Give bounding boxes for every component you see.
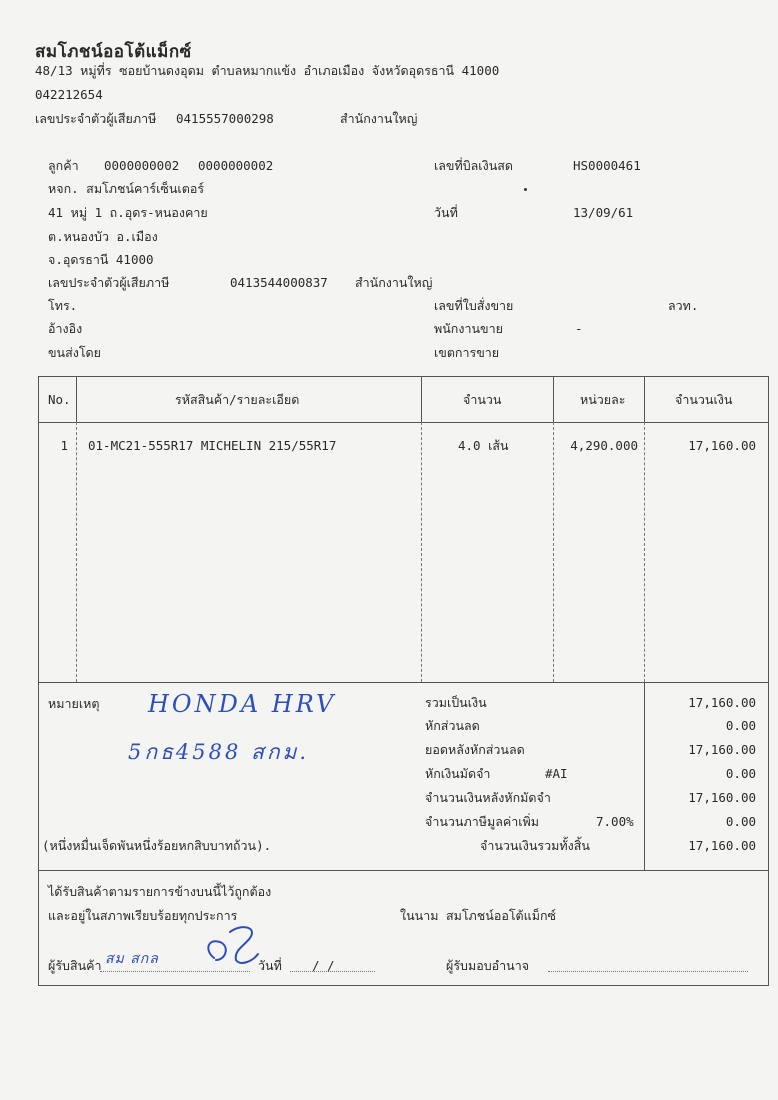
customer-address-1: 41 หมู่ 1 ถ.อุดร-หนองคาย <box>48 205 208 220</box>
subtotal-value: 17,160.00 <box>688 695 756 710</box>
receipt-confirmation-1: ได้รับสินค้าตามรายการข้างบนนี้ไว้ถูกต้อง <box>48 884 272 899</box>
grand-total-label: จำนวนเงินรวมทั้งสิ้น <box>480 838 590 853</box>
customer-phone-label: โทร. <box>48 298 78 313</box>
authorized-sign-line <box>548 971 748 972</box>
header-description: รหัสสินค้า/รายละเอียด <box>175 392 300 407</box>
footer-date-blank: / / <box>312 958 335 973</box>
col-line-no <box>76 376 77 422</box>
row-1-description: 01-MC21-555R17 MICHELIN 215/55R17 <box>88 438 337 453</box>
company-tax-label: เลขประจำตัวผู้เสียภาษี <box>35 111 157 126</box>
discount-label: หักส่วนลด <box>425 718 480 733</box>
col-dash-qty <box>553 422 554 682</box>
receiver-sign-line <box>100 971 250 972</box>
col-dash-unit <box>644 422 645 682</box>
totals-bottom-divider <box>38 870 768 871</box>
customer-tax-id: 0413544000837 <box>230 275 328 290</box>
stray-dot <box>524 188 527 191</box>
subtotal-label: รวมเป็นเงิน <box>425 695 487 710</box>
header-unit-price: หน่วยละ <box>580 392 626 407</box>
customer-name: หจก. สมโภชน์คาร์เซ็นเตอร์ <box>48 181 205 196</box>
date-sign-line <box>290 971 375 972</box>
customer-code-1: 0000000002 <box>104 158 180 173</box>
vat-value: 0.00 <box>725 814 756 829</box>
row-1-quantity: 4.0 เส้น <box>458 438 509 453</box>
deposit-code: #AI <box>545 766 568 781</box>
after-deposit-label: จำนวนเงินหลังหักมัดจำ <box>425 790 551 805</box>
reference-label: อ้างอิง <box>48 321 83 336</box>
totals-col-line <box>644 682 645 870</box>
sales-order-value: ลวท. <box>668 298 699 313</box>
salesperson-label: พนักงานขาย <box>434 321 503 336</box>
header-quantity: จำนวน <box>463 392 502 407</box>
col-dash-desc <box>421 422 422 682</box>
customer-branch: สำนักงานใหญ่ <box>355 275 433 290</box>
amount-in-words: (หนึ่งหมื่นเจ็ดพันหนึ่งร้อยหกสิบบาทถ้วน). <box>42 838 272 853</box>
receiver-label: ผู้รับสินค้า <box>48 958 102 973</box>
company-name: สมโภชน์ออโต้แม็กซ์ <box>35 42 192 62</box>
salesperson-value: - <box>575 321 583 336</box>
company-phone: 042212654 <box>35 87 103 102</box>
remarks-label: หมายเหตุ <box>48 696 100 711</box>
customer-address-3: จ.อุดรธานี 41000 <box>48 252 154 267</box>
after-discount-label: ยอดหลังหักส่วนลด <box>425 742 525 757</box>
authorized-label: ผู้รับมอบอำนาจ <box>446 958 530 973</box>
row-1-amount: 17,160.00 <box>688 438 756 453</box>
items-bottom-divider <box>38 682 768 683</box>
header-amount: จำนวนเงิน <box>675 392 733 407</box>
bill-number-label: เลขที่บิลเงินสด <box>434 158 513 173</box>
company-address: 48/13 หมู่ที่ร ซอยบ้านดงอุดม ตำบลหมากแข้ง อำเภอเมือง จังหวัดอุดรธานี 41000 <box>35 63 500 78</box>
col-line-desc <box>421 376 422 422</box>
customer-address-2: ต.หนองบัว อ.เมือง <box>48 229 158 244</box>
grand-total-value: 17,160.00 <box>688 838 756 853</box>
header-no: No. <box>48 392 71 407</box>
row-1-unit-price: 4,290.000 <box>570 438 638 453</box>
col-dash-no <box>76 422 77 682</box>
bill-number: HS0000461 <box>573 158 641 173</box>
footer-date-label: วันที่ <box>258 958 282 973</box>
row-1-no: 1 <box>60 438 68 453</box>
customer-code-2: 0000000002 <box>198 158 274 173</box>
discount-value: 0.00 <box>725 718 756 733</box>
vat-label: จำนวนภาษีมูลค่าเพิ่ม <box>425 814 539 829</box>
shipping-label: ขนส่งโดย <box>48 345 101 360</box>
deposit-value: 0.00 <box>725 766 756 781</box>
handwritten-plate: 5กธ4588 สกม. <box>128 740 310 764</box>
after-discount-value: 17,160.00 <box>688 742 756 757</box>
bill-date: 13/09/61 <box>573 205 634 220</box>
sales-area-label: เขตการขาย <box>434 345 500 360</box>
on-behalf-of: ในนาม สมโภชน์ออโต้แม็กซ์ <box>400 908 557 923</box>
col-line-unit <box>644 376 645 422</box>
col-line-qty <box>553 376 554 422</box>
deposit-label: หักเงินมัดจำ <box>425 766 491 781</box>
customer-tax-label: เลขประจำตัวผู้เสียภาษี <box>48 275 170 290</box>
company-branch: สำนักงานใหญ่ <box>340 111 418 126</box>
receipt-confirmation-2: และอยู่ในสภาพเรียบร้อยทุกประการ <box>48 908 238 923</box>
after-deposit-value: 17,160.00 <box>688 790 756 805</box>
sales-order-label: เลขที่ใบสั่งขาย <box>434 298 514 313</box>
date-label: วันที่ <box>434 205 458 220</box>
receiver-handwritten-name: สม สกล <box>105 951 159 967</box>
handwritten-car-model: HONDA HRV <box>148 690 337 718</box>
customer-label: ลูกค้า <box>48 158 79 173</box>
header-divider <box>38 422 768 423</box>
company-tax-id: 0415557000298 <box>176 111 274 126</box>
vat-rate: 7.00% <box>596 814 634 829</box>
